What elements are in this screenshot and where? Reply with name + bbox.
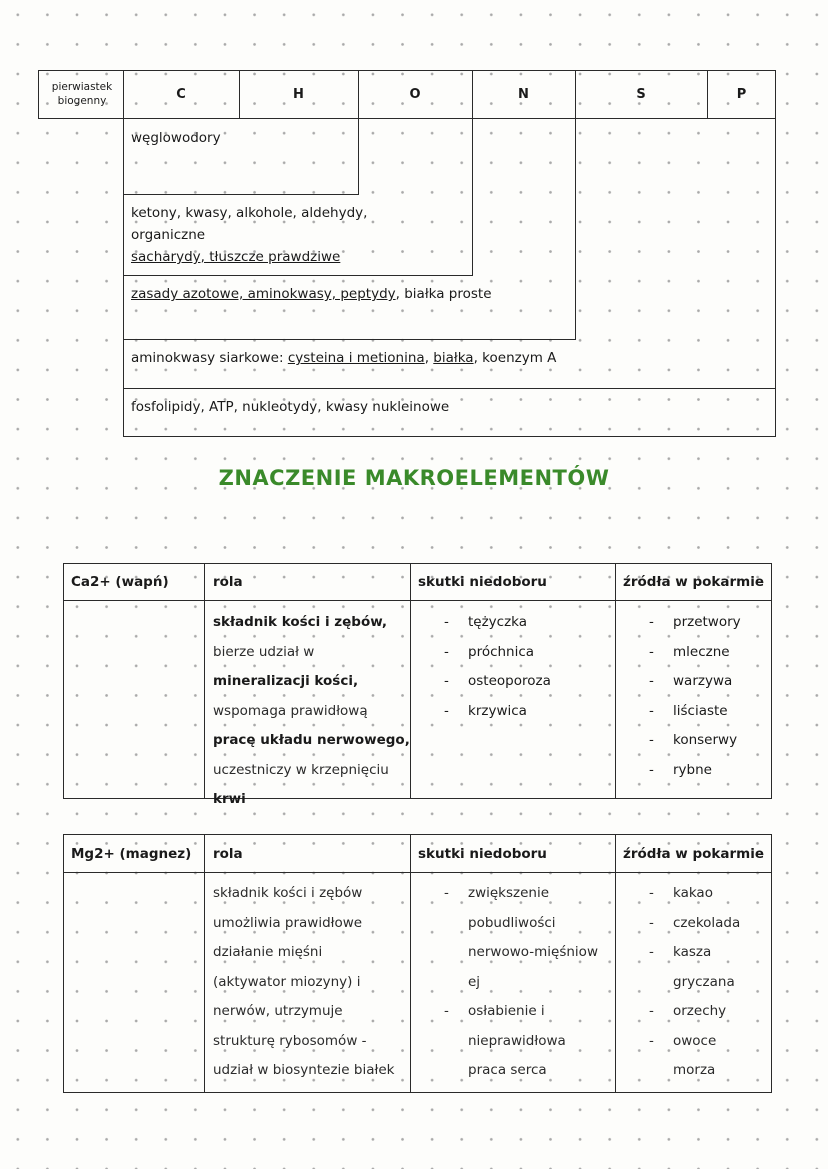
list-item: - osłabienie i xyxy=(440,997,598,1027)
element-h: H xyxy=(293,86,304,102)
row-cho-line3: sacharydy, tłuszcze prawdziwe xyxy=(131,249,341,265)
section-title: ZNACZENIE MAKROELEMENTÓW xyxy=(218,466,610,490)
list-item: - kakao xyxy=(645,879,740,909)
calcium-role-header: rola xyxy=(213,574,243,590)
element-n: N xyxy=(518,86,529,102)
row-chon-rest: , białka proste xyxy=(395,286,492,302)
list-item: - tężyczka xyxy=(440,608,551,638)
list-item: - orzechy xyxy=(645,997,740,1027)
row-cho-line2: organiczne xyxy=(131,227,206,243)
calcium-sources xyxy=(645,608,741,785)
row-hydrocarbons: węglowodory xyxy=(131,130,221,146)
list-item: - kasza xyxy=(645,938,740,968)
list-item: - próchnica xyxy=(440,638,551,668)
row-chon xyxy=(131,286,492,302)
list-item: - rybne xyxy=(645,756,741,786)
calcium-deficiency xyxy=(440,608,551,726)
magnesium-name: Mg2+ (magnez) xyxy=(71,846,192,862)
magnesium-deficiency-header: skutki niedoboru xyxy=(418,846,547,862)
list-item: morza xyxy=(673,1062,716,1078)
list-item: - mleczne xyxy=(645,638,741,668)
calcium-name: Ca2+ (wapń) xyxy=(71,574,169,590)
list-item: pobudliwości xyxy=(468,914,556,931)
list-item: - osteoporoza xyxy=(440,667,551,697)
list-item: - warzywa xyxy=(645,667,741,697)
list-item: - czekolada xyxy=(645,909,740,939)
element-p: P xyxy=(736,86,747,102)
row-chons: aminokwasy siarkowe: cysteina i metionina, białka, koenzym A xyxy=(131,350,557,366)
calcium-sources-header: źródła w pokarmie xyxy=(623,574,764,590)
calcium-deficiency-header: skutki niedoboru xyxy=(418,574,547,590)
list-item: - zwiększenie xyxy=(440,879,598,909)
list-item: praca serca xyxy=(468,1062,547,1078)
row-chonp: fosfolipidy, ATP, nukleotydy, kwasy nukleinowe xyxy=(131,399,450,415)
magnesium-role-header: rola xyxy=(213,846,243,862)
list-item: gryczana xyxy=(673,973,735,990)
calcium-role: składnik kości i zębów, bierze udział w mineralizacji kości, wspomaga prawidłową pracę układu nerwowego, uczestniczy w krzepnięciu krwi xyxy=(213,614,410,807)
magnesium-sources-header: źródła w pokarmie xyxy=(623,846,764,862)
list-item: - przetwory xyxy=(645,608,741,638)
list-item: - liściaste xyxy=(645,697,741,727)
list-item: - owoce xyxy=(645,1027,740,1057)
magnesium-role: składnik kości i zębów umożliwia prawidłowe działanie mięśni (aktywator miozyny) i nerwów, utrzymuje strukturę rybosomów - udział w biosyntezie białek xyxy=(213,885,395,1078)
element-s: S xyxy=(636,86,646,102)
list-item: ej xyxy=(468,973,481,990)
list-item: nerwowo-mięśniow xyxy=(468,944,598,960)
row-cho-line1: ketony, kwasy, alkohole, aldehydy, xyxy=(131,205,368,221)
list-item: nieprawidłowa xyxy=(468,1032,566,1049)
element-c: C xyxy=(176,86,186,102)
magnesium-sources xyxy=(645,879,740,1086)
row-chon-underlined: zasady azotowe, aminokwasy, peptydy xyxy=(131,286,396,302)
header-label: pierwiastek biogenny xyxy=(51,81,113,107)
element-o: O xyxy=(409,86,421,102)
list-item: - konserwy xyxy=(645,726,741,756)
magnesium-deficiency xyxy=(440,879,598,1086)
list-item: - krzywica xyxy=(440,697,551,727)
